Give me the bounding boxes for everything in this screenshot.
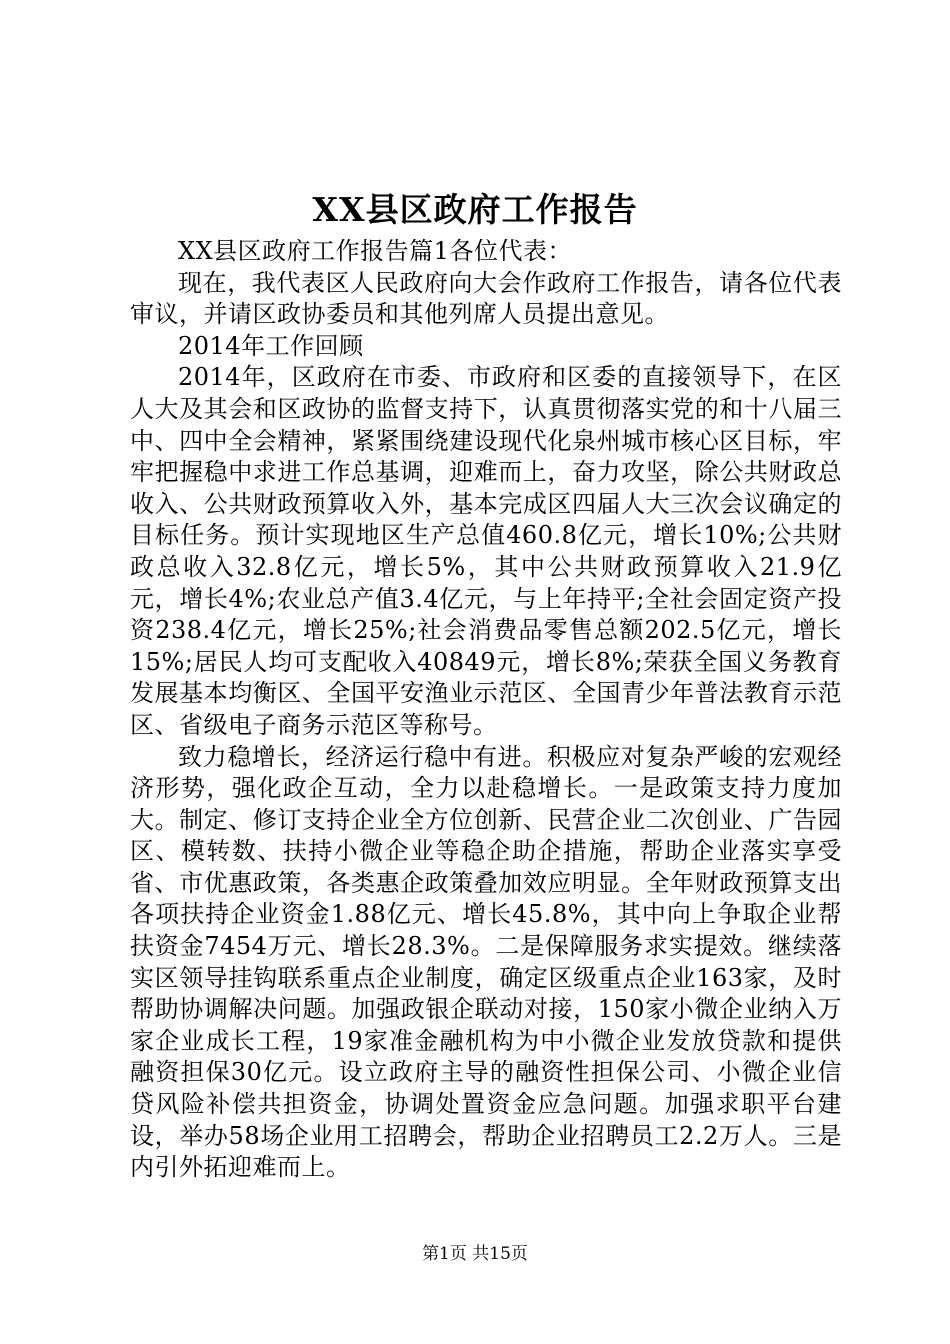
paragraph-2014-summary: 2014年，区政府在市委、市政府和区委的直接领导下，在区人大及其会和区政协的监督支持下，认真贯彻落实党的和十八届三中、四中全会精神，紧紧围绕建设现代化泉州城市核心区目标，牢牢把握稳中求进工作总基调，迎难而上，奋力攻坚，除公共财政总收入、公共财政预算收入外，基本完成区四届人大三次会议确定的目标任务。预计实现地区生产总值460.8亿元，增长10%;公共财政总收入32.8亿元，增长5%，其中公共财政预算收入21.9亿元，增长4%;农业总产值3.4亿元，与上年持平;全社会固定资产投资238.4亿元，增长25%;社会消费品零售总额202.5亿元，增长15%;居民人均可支配收入40849元，增长8%;荣获全国义务教育发展基本均衡区、全国平安渔业示范区、全国青少年普法教育示范区、省级电子商务示范区等称号。 [130, 363, 842, 739]
section-heading-2014-review: 2014年工作回顾 [178, 331, 364, 360]
paragraph-opening: 现在，我代表区人民政府向大会作政府工作报告，请各位代表审议，并请区政协委员和其他列席人员提出意见。 [130, 268, 842, 329]
document-title: XX县区政府工作报告 [312, 190, 638, 229]
document-body [130, 236, 842, 1184]
paragraph-intro: XX县区政府工作报告篇1各位代表： [178, 237, 572, 265]
page-number-footer: 第1页 共15页 [422, 1244, 528, 1264]
paragraph-stable-growth: 致力稳增长，经济运行稳中有进。积极应对复杂严峻的宏观经济形势，强化政企互动，全力以赴稳增长。一是政策支持力度加大。制定、修订支持企业全方位创新、民营企业二次创业、广告园区、模转数、扶持小微企业等稳企助企措施，帮助企业落实享受省、市优惠政策，各类惠企政策叠加效应明显。全年财政预算支出各项扶持企业资金1.88亿元、增长45.8%，其中向上争取企业帮扶资金7454万元、增长28.3%。二是保障服务求实提效。继续落实区领导挂钩联系重点企业制度，确定区级重点企业163家，及时帮助协调解决问题。加强政银企联动对接，150家小微企业纳入万家企业成长工程，19家准金融机构为中小微企业发放贷款和提供融资担保30亿元。设立政府主导的融资性担保公司、小微企业信贷风险补偿共担资金，协调处置资金应急问题。加强求职平台建设，举办58场企业用工招聘会，帮助企业招聘员工2.2万人。三是内引外拓迎难而上。 [130, 742, 842, 1182]
